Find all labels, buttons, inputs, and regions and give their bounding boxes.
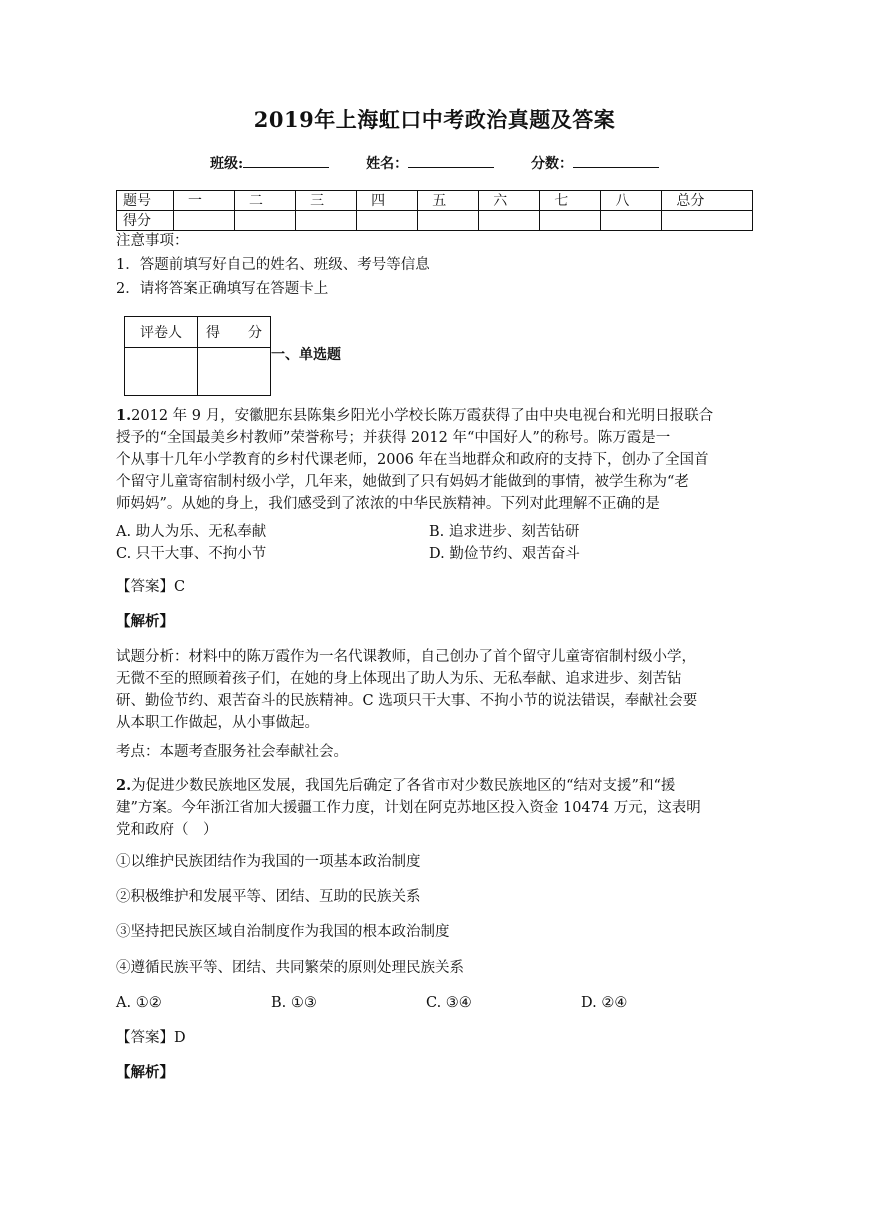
score-header-cell: 七: [540, 191, 601, 211]
score-cell[interactable]: [662, 211, 753, 231]
score-cell[interactable]: [235, 211, 296, 231]
question-line: [116, 775, 756, 797]
score-header-cell: 八: [601, 191, 662, 211]
grader-input-row: [125, 348, 271, 396]
analysis-label: 【解析】: [116, 613, 174, 630]
question-text: 2012 年 9 月，安徽肥东县陈集乡阳光小学校长陈万霞获得了由中央电视台和光明日报联合: [131, 408, 714, 424]
name-blank[interactable]: [408, 154, 494, 168]
analysis-line: 从本职工作做起，从小事做起。: [116, 715, 319, 731]
score-label: 分数：: [530, 156, 573, 172]
score-cell[interactable]: [174, 211, 235, 231]
q2-options: [116, 992, 756, 1014]
option-a[interactable]: A. ①②: [116, 995, 162, 1011]
score-table-row: [117, 211, 753, 231]
score-header-cell: 三: [296, 191, 357, 211]
option-b[interactable]: B. ①③: [271, 995, 317, 1011]
statement: ④遵循民族平等、团结、共同繁荣的原则处理民族关系: [116, 960, 464, 976]
analysis-label: 【解析】: [116, 1064, 174, 1081]
statement: ③坚持把民族区域自治制度作为我国的根本政治制度: [116, 924, 450, 940]
question-line: 师妈妈”。从她的身上，我们感受到了浓浓的中华民族精神。下列对此理解不正确的是: [116, 496, 660, 512]
grader-cell[interactable]: [125, 348, 198, 396]
score-header-cell: 总分: [662, 191, 753, 211]
class-blank[interactable]: [243, 154, 329, 168]
question-line: 授予的“全国最美乡村教师”荣誉称号；并获得 2012 年“中国好人”的称号。陈万霞是一: [116, 430, 671, 446]
student-info-line: [0, 153, 869, 173]
grader-table: [124, 316, 271, 396]
analysis-text: [116, 646, 756, 734]
score-field[interactable]: [531, 153, 659, 173]
option-d[interactable]: D. 勤俭节约、艰苦奋斗: [429, 546, 580, 562]
answer: 【答案】C: [116, 579, 186, 595]
question-text: 为促进少数民族地区发展，我国先后确定了各省市对少数民族地区的“结对支援”和“援: [131, 778, 676, 794]
question-line: 个留守儿童寄宿制村级小学，几年来，她做到了只有妈妈才能做到的事情，被学生称为“老: [116, 474, 689, 490]
question-line: 个从事十几年小学教育的乡村代课老师，2006 年在当地群众和政府的支持下，创办了全国首: [116, 452, 709, 468]
score-header-cell: 五: [418, 191, 479, 211]
score-table-header-row: [117, 191, 753, 211]
grader-label: 评卷人: [125, 317, 198, 348]
question-line: 建”方案。今年浙江省加大援疆工作力度，计划在阿克苏地区投入资金 10474 万元，这表明: [116, 800, 701, 816]
score-header-cell: 四: [357, 191, 418, 211]
grader-score-label: 得 分: [198, 317, 271, 348]
option-b[interactable]: B. 追求进步、刻苦钻研: [429, 524, 580, 540]
score-blank[interactable]: [573, 154, 659, 168]
score-cell[interactable]: [418, 211, 479, 231]
analysis-line: 试题分析：材料中的陈万霞作为一名代课教师，自己创办了首个留守儿童寄宿制村级小学，: [116, 649, 696, 665]
score-cell[interactable]: [296, 211, 357, 231]
question-number: 1.: [116, 407, 132, 424]
score-cell[interactable]: [357, 211, 418, 231]
question-2: [116, 775, 756, 841]
option-c[interactable]: C. ③④: [426, 995, 472, 1011]
score-header-cell: 一: [174, 191, 235, 211]
analysis-line: 研、勤俭节约、艰苦奋斗的民族精神。C 选项只干大事、不拘小节的说法错误，奉献社会要: [116, 693, 698, 709]
score-cell[interactable]: [540, 211, 601, 231]
grader-score-cell[interactable]: [198, 348, 271, 396]
score-header-cell: 二: [235, 191, 296, 211]
analysis-line: 无微不至的照顾着孩子们，在她的身上体现出了助人为乐、无私奉献、追求进步、刻苦钻: [116, 671, 682, 687]
note-item: 2．请将答案正确填写在答题卡上: [116, 281, 329, 297]
class-field[interactable]: [210, 153, 329, 173]
class-label: 班级:: [210, 156, 244, 172]
note-item: 1．答题前填写好自己的姓名、班级、考号等信息: [116, 257, 430, 273]
name-field[interactable]: [366, 153, 494, 173]
statement: ②积极维护和发展平等、团结、互助的民族关系: [116, 889, 421, 905]
page-title: 2019年上海虹口中考政治真题及答案: [253, 107, 616, 132]
grader-header-row: [125, 317, 271, 348]
score-cell[interactable]: [601, 211, 662, 231]
option-d[interactable]: D. ②④: [581, 995, 628, 1011]
question-1: [116, 405, 756, 515]
option-c[interactable]: C. 只干大事、不拘小节: [116, 546, 267, 562]
score-row-label: 得分: [117, 211, 174, 231]
score-cell[interactable]: [479, 211, 540, 231]
name-label: 姓名：: [366, 156, 409, 172]
section-title: 一、单选题: [271, 347, 341, 363]
statement: ①以维护民族团结作为我国的一项基本政治制度: [116, 854, 421, 870]
question-number: 2.: [116, 777, 132, 794]
score-header-cell: 六: [479, 191, 540, 211]
notes-heading: 注意事项：: [116, 233, 189, 249]
option-a[interactable]: A. 助人为乐、无私奉献: [116, 524, 267, 540]
q1-options: [116, 521, 756, 565]
knowledge-point: 考点：本题考查服务社会奉献社会。: [116, 744, 348, 760]
question-line: [116, 405, 756, 427]
question-line: 党和政府（ ）: [116, 822, 218, 838]
score-table: [116, 190, 753, 231]
score-header-cell: 题号: [117, 191, 174, 211]
answer: 【答案】D: [116, 1030, 186, 1046]
